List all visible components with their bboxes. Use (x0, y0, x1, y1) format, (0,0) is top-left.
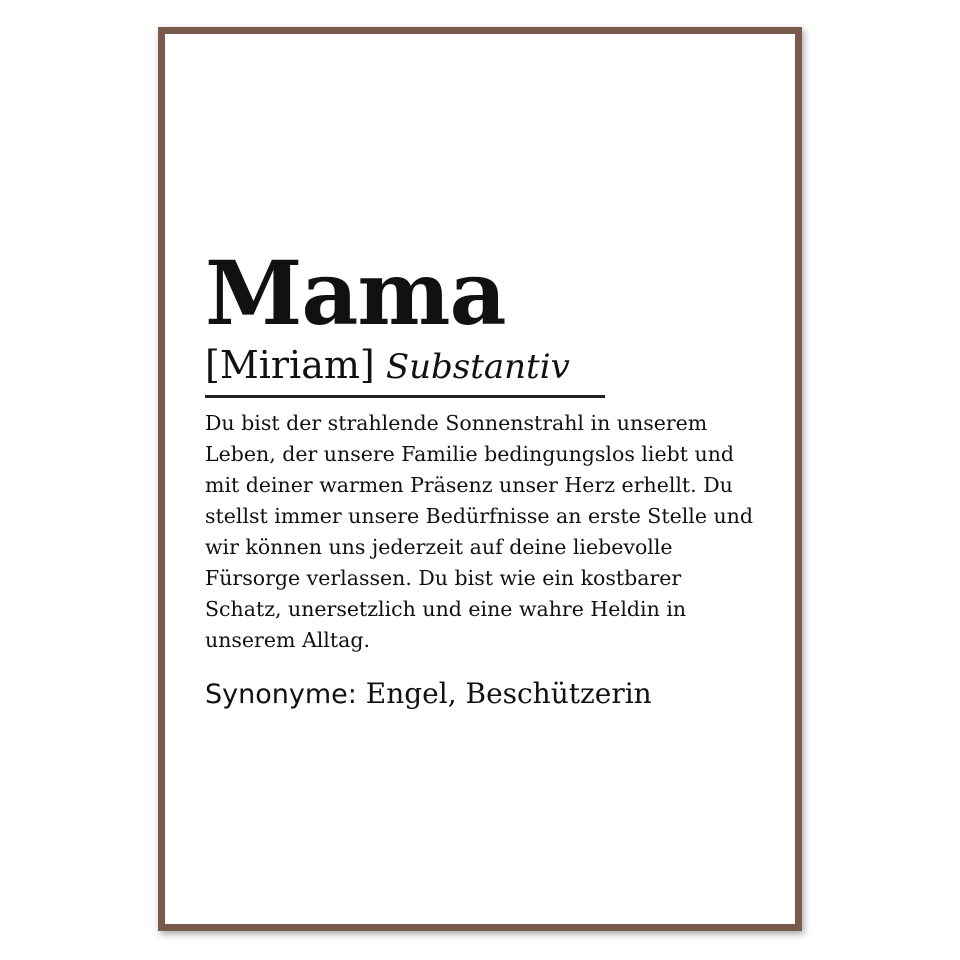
synonyms-label: Synonyme: (205, 678, 357, 710)
headword: Mama (205, 241, 506, 345)
definition-poster (205, 241, 765, 710)
synonyms-value: Engel, Beschützerin (365, 676, 652, 710)
divider-line (205, 395, 605, 398)
picture-frame (158, 27, 802, 931)
part-of-speech: Substantiv (385, 347, 570, 387)
definition-text: Du bist der strahlende Sonnenstrahl in unserem Leben, der unsere Familie bedingungslos liebt und mit deiner warmen Präsenz unser Herz erhellt. Du stellst immer unsere Bedürfnisse an erste Stelle und wir können uns jederzeit auf deine liebevolle Fürsorge verlassen. Du bist wie ein kostbarer Schatz, unersetzlich und eine wahre Heldin in unserem Alltag. (205, 411, 754, 652)
name-bracket: [Miriam] (205, 343, 375, 387)
synonyms-line (205, 677, 765, 710)
headword-subtitle (205, 343, 765, 387)
